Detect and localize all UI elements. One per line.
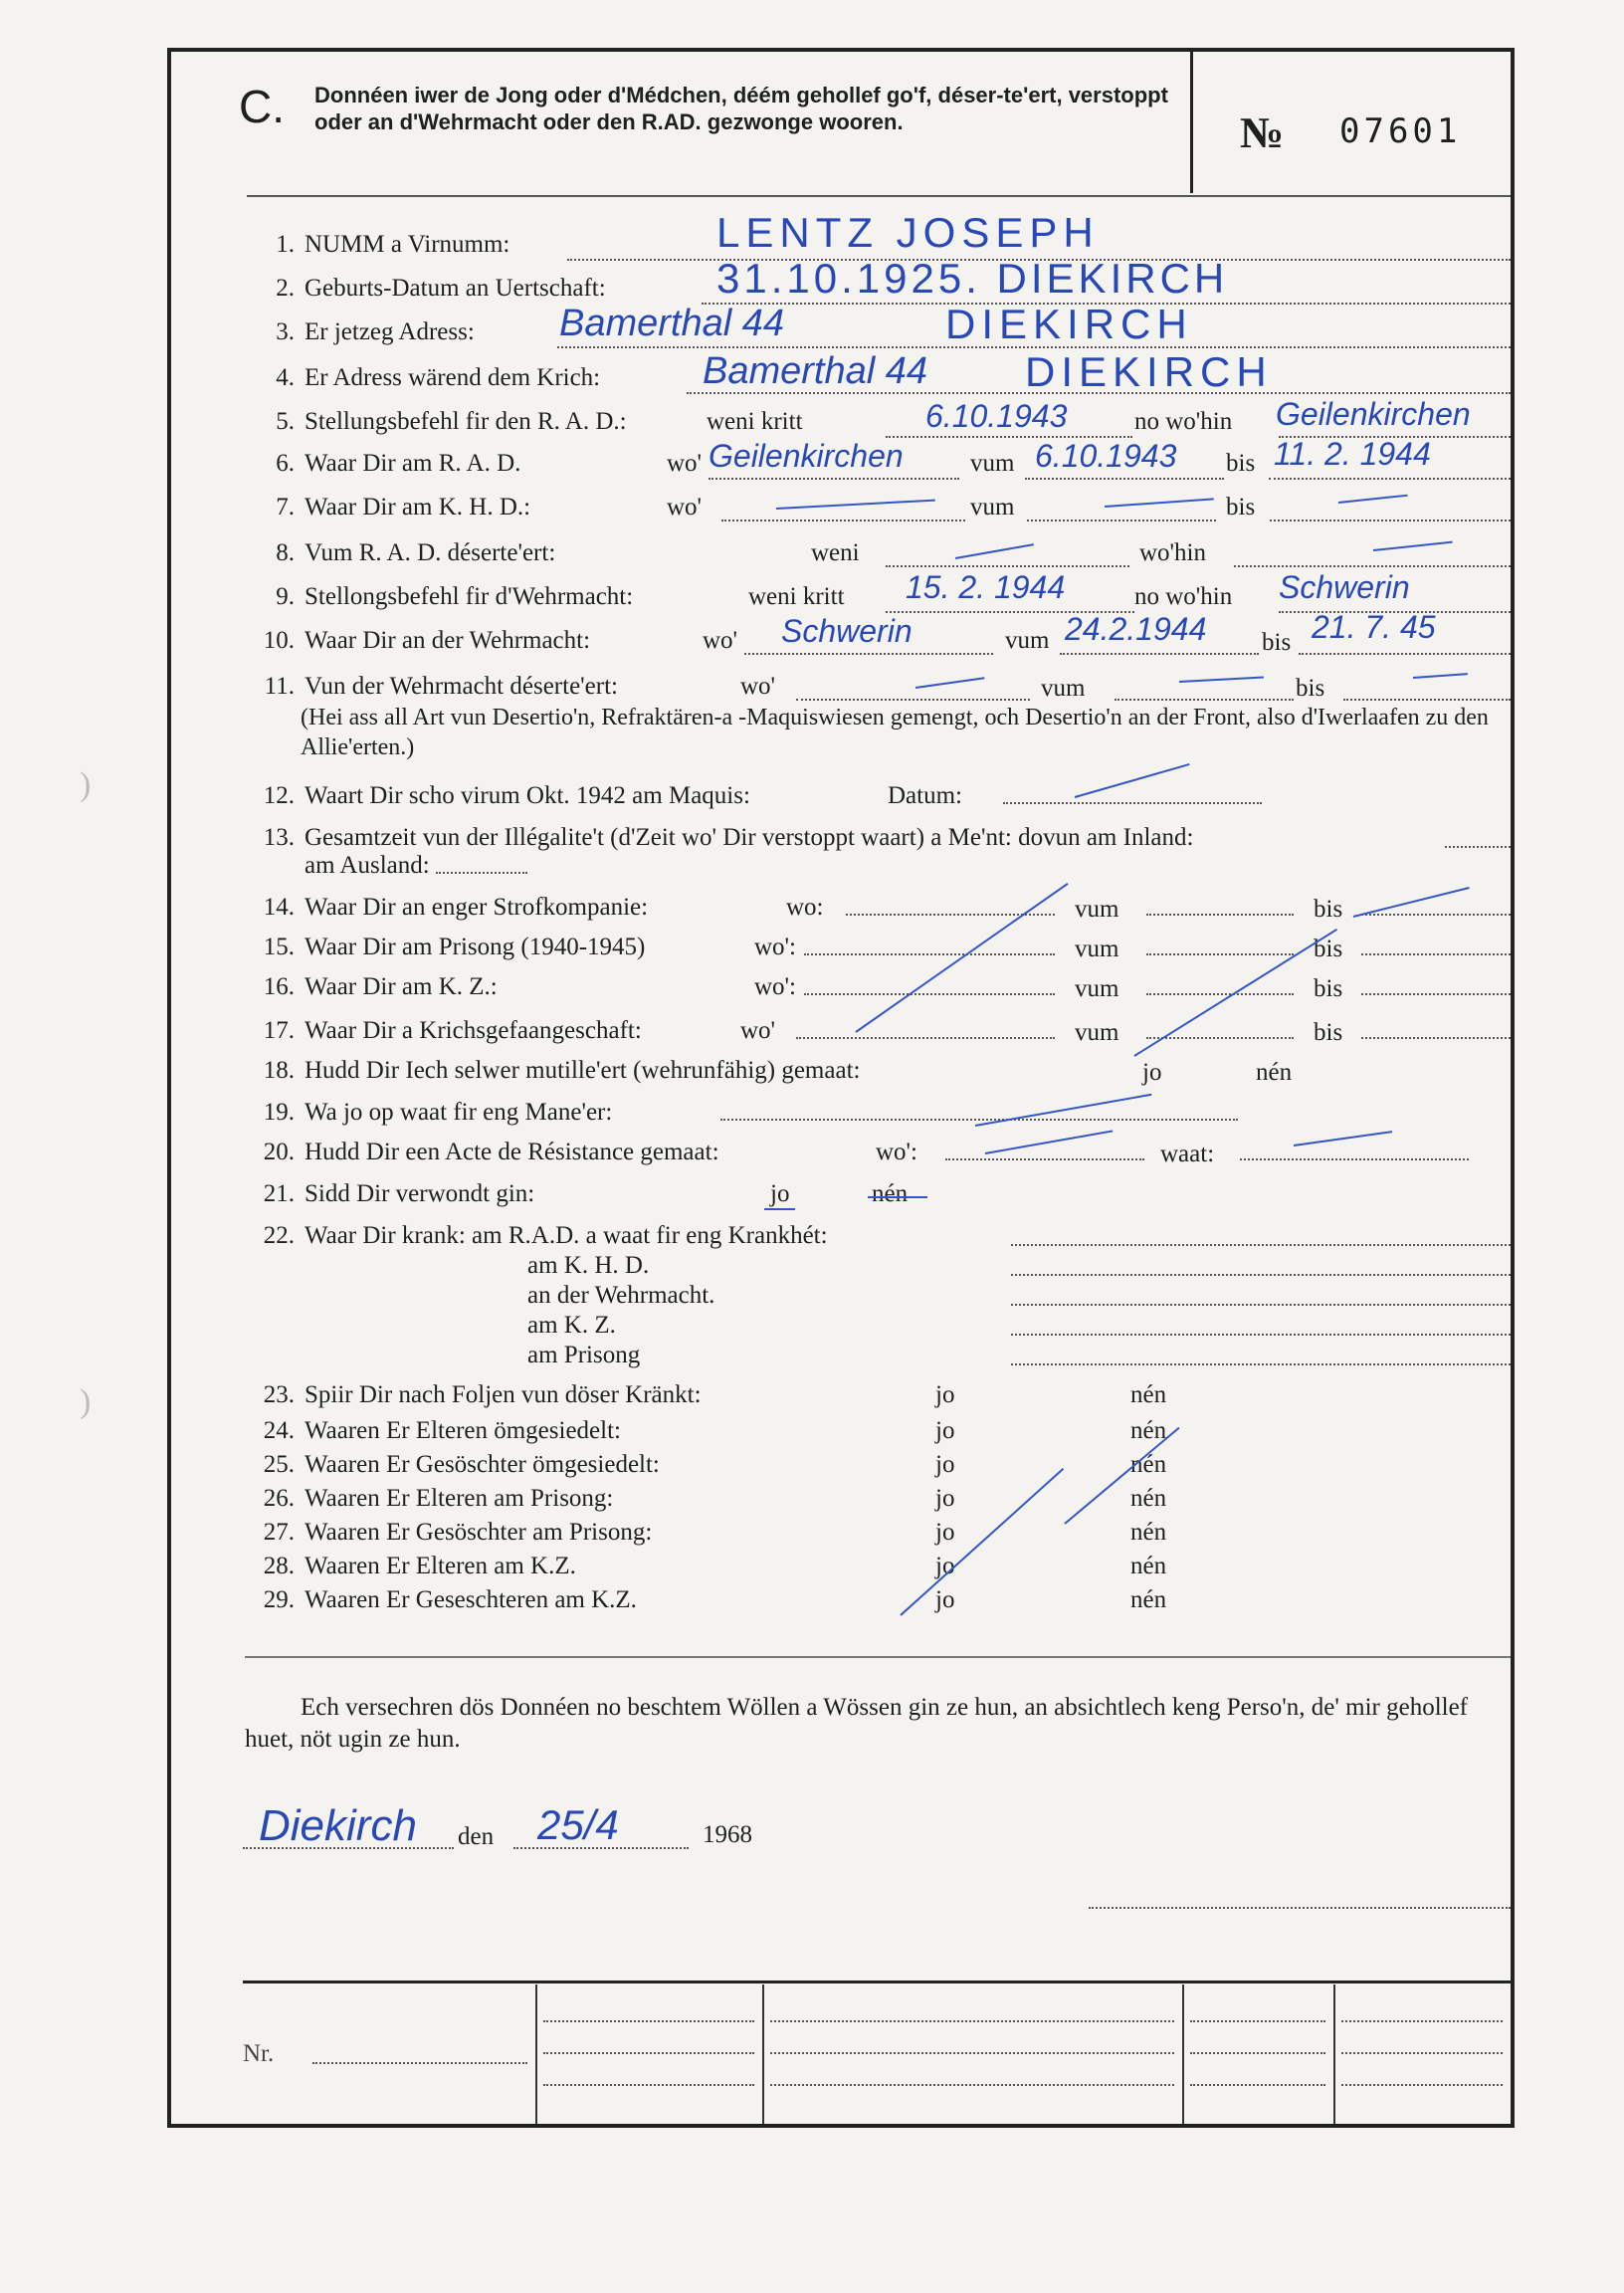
fill-line [796,699,1030,701]
row-9 [231,583,633,611]
fill-line [1361,953,1511,955]
fill-line [1011,1274,1511,1276]
row-number: 29. [263,1586,295,1613]
fill-line [1361,914,1511,916]
fill-line [1234,565,1511,567]
frame-left [167,48,171,2128]
row-10 [231,627,590,655]
signature-year: 1968 [703,1821,752,1848]
sub-khd: am K. H. D. [527,1252,650,1279]
handwritten-date-signed: 25/4 [537,1801,619,1848]
answer-nen: nén [1130,1485,1167,1512]
row-label: Waar Dir krank: am R.A.D. a waat fir eng Krankhét: [304,1222,828,1249]
row-number: 22. [263,1222,295,1249]
fill-line [804,953,1055,955]
row-label: Waaren Er Elteren am Prisong: [304,1485,614,1512]
answer-jo: jo [1142,1059,1162,1086]
row-label: Waar Dir am K. Z.: [304,973,498,1000]
answer-nen: nén [1130,1519,1167,1546]
fill-line [1146,953,1294,955]
fill-line [1146,914,1294,916]
handwritten-town: DIEKIRCH [945,301,1193,347]
fill-line [1003,802,1262,804]
answer-nen: nén [1130,1451,1167,1478]
fill-line [1269,478,1511,480]
label-wo: wo' [740,673,776,700]
handwritten-date: 21. 7. 45 [1312,609,1436,645]
fill-line [804,993,1055,995]
fill-line [1270,520,1511,521]
fill-line [744,653,993,655]
row-label: Sidd Dir verwondt gin: [304,1180,535,1207]
answer-jo: jo [935,1451,955,1478]
row-16 [231,973,498,1001]
fill-line [1341,2052,1503,2054]
row-13 [231,824,1193,852]
label-waat: waat: [1160,1141,1215,1167]
row-label: Waaren Er Gesöschter am Prisong: [304,1519,653,1546]
row-22 [231,1222,828,1250]
number-sign: № [1240,108,1285,157]
fill-line [1445,846,1511,848]
row-11 [231,673,618,701]
row-23 [231,1381,702,1409]
row-14 [231,894,648,922]
grid-top-rule [243,1980,1511,1983]
answer-nen: nén [1130,1586,1167,1613]
cancel-stroke [1105,498,1214,508]
row-number: 4. [276,364,295,391]
row-number: 17. [263,1017,295,1044]
row-number: 25. [263,1451,295,1478]
answer-jo: jo [935,1485,955,1512]
row-8 [231,539,555,567]
cancel-stroke [955,543,1034,559]
cancel-stroke [1075,763,1190,798]
row-number: 19. [263,1099,295,1126]
handwritten-date: 24.2.1944 [1065,611,1207,647]
row-number: 6. [276,450,295,477]
fill-line [436,872,527,874]
row-label: Er jetzeg Adress: [304,318,475,345]
row-label: Waar Dir a Krichsgefaangeschaft: [304,1017,642,1044]
row-12 [231,782,750,810]
handwritten-place: Geilenkirchen [1276,396,1471,432]
row-24 [231,1417,621,1445]
label-vum: vum [1075,896,1119,923]
binder-hole-mark: ) [80,766,92,803]
row-number: 20. [263,1139,295,1165]
fill-line [1341,2020,1503,2022]
frame-right [1511,48,1515,2128]
label-vum: vum [1075,975,1119,1002]
row-7 [231,494,530,521]
row-number: 23. [263,1381,295,1408]
row-number: 21. [263,1180,295,1207]
handwritten-date: 6.10.1943 [1035,438,1177,474]
fill-line [770,2052,1174,2054]
row-label: Waaren Er Geseschteren am K.Z. [304,1586,637,1613]
row-number: 27. [263,1519,295,1546]
label-wo: wo': [754,973,797,1000]
row-26 [231,1485,613,1513]
handwritten-place: Schwerin [781,613,913,649]
grid-divider [1182,1984,1184,2124]
row-number: 11. [264,673,295,700]
label-wo: wo' [667,450,703,477]
row-18 [231,1057,860,1085]
row-19 [231,1099,612,1127]
fill-line [1146,993,1294,995]
handwritten-war-town: DIEKIRCH [1025,348,1273,395]
row-label: Geburts-Datum an Uertschaft: [304,275,606,302]
label-bis: bis [1226,450,1256,477]
row-17 [231,1017,642,1045]
handwritten-place: Geilenkirchen [709,438,904,474]
row-label: Wa jo op waat fir eng Mane'er: [304,1099,613,1126]
label-bis: bis [1296,675,1325,702]
row-number: 7. [276,494,295,521]
row-27 [231,1519,652,1547]
fill-line [1190,2020,1325,2022]
fill-line [1190,2052,1325,2054]
separator-line [245,1656,1511,1658]
cancel-stroke [1338,495,1408,504]
fill-line [1011,1334,1511,1336]
row-2 [231,275,606,303]
form-intro: Donnéen iwer de Jong oder d'Médchen, déém gehollef go'f, déser-te'ert, verstoppt oder an d'Wehrmacht oder den R.AD. gezwonge wooren. [314,83,1168,134]
row-label: Waar Dir an enger Strofkompanie: [304,894,649,921]
row-number: 2. [276,275,295,302]
sub-prisong: am Prisong [527,1342,641,1368]
label-vum: vum [1041,675,1086,702]
handwritten-war-address: Bamerthal 44 [703,350,928,392]
frame-top [167,48,1515,52]
row-number: 10. [263,627,295,654]
label-no-wohin: no wo'hin [1134,583,1233,610]
label-den: den [458,1823,495,1850]
label-vum: vum [1005,627,1050,654]
row-25 [231,1451,660,1479]
cancel-stroke [776,500,935,510]
answer-jo: jo [935,1417,955,1444]
row-label: Waaren Er Elteren ömgesiedelt: [304,1417,621,1444]
row-1 [231,231,509,259]
label-weni-kritt: weni kritt [707,408,803,435]
row-6 [231,450,520,478]
serial-number: 07601 [1339,111,1462,151]
label-bis: bis [1314,896,1343,923]
row-number: 8. [276,539,295,566]
cancel-stroke [915,677,985,689]
row-number: 3. [276,318,295,345]
row-number: 12. [263,782,295,809]
answer-jo: jo [935,1553,955,1579]
row-label: Waar Dir am K. H. D.: [304,494,531,521]
answer-jo-underlined: jo [764,1180,795,1210]
cancel-stroke [1294,1131,1392,1146]
fill-line [945,1158,1144,1160]
fill-line [1343,699,1511,701]
row-number: 15. [263,934,295,960]
row-number: 28. [263,1553,295,1579]
label-datum: Datum: [888,782,962,809]
answer-jo: jo [935,1586,955,1613]
row-21 [231,1180,534,1208]
answer-nen: nén [1130,1553,1167,1579]
fill-line [1027,520,1216,521]
binder-hole-mark: ) [80,1383,92,1420]
label-wo: wo' [667,494,703,521]
frame-bottom [167,2124,1515,2128]
fill-line [1115,699,1294,701]
row-number: 16. [263,973,295,1000]
answer-nen-struck: nén [872,1180,909,1207]
label-bis: bis [1226,494,1256,521]
row-label: NUMM a Virnumm: [304,231,510,258]
row-label: Er Adress wärend dem Krich: [304,364,601,391]
answer-nen: nén [1130,1417,1167,1444]
fill-line [770,2020,1174,2022]
row-28 [231,1553,576,1580]
fill-line [886,565,1129,567]
fill-line [543,2084,754,2086]
grid-divider [535,1984,537,2124]
row-number: 9. [276,583,295,610]
answer-jo: jo [935,1519,955,1546]
row-label: Hudd Dir een Acte de Résistance gemaat: [304,1139,719,1165]
row-label: Waar Dir am Prisong (1940-1945) [304,934,646,960]
label-weni-kritt: weni kritt [748,583,845,610]
row-number: 24. [263,1417,295,1444]
cancel-stroke [1373,541,1453,551]
label-nr: Nr. [243,2040,275,2067]
label-bis: bis [1262,629,1292,656]
fill-line [1146,1037,1294,1039]
row-label: Gesamtzeit vun der Illégalite't (d'Zeit wo' Dir verstoppt waart) a Me'nt: dovun am Inland: [304,824,1194,851]
section-letter: C. [239,81,285,132]
row-label: Waar Dir an der Wehrmacht: [304,627,591,654]
row-label: Waaren Er Elteren am K.Z. [304,1553,576,1579]
sub-wehrmacht: an der Wehrmacht. [527,1282,715,1309]
fill-line [1025,478,1224,480]
row-label: Stellongsbefehl fir d'Wehrmacht: [304,583,634,610]
label-vum: vum [970,494,1015,521]
fill-line [1011,1304,1511,1306]
answer-nen: nén [1256,1059,1293,1086]
fill-line [720,1119,1238,1121]
row-number: 1. [276,231,295,258]
grid-divider [1333,1984,1335,2124]
fill-line [1011,1244,1511,1246]
row-number: 5. [276,408,295,435]
fill-line [1299,653,1511,655]
fill-line [796,1037,1055,1039]
handwritten-address: Bamerthal 44 [559,303,785,344]
handwritten-name: LENTZ JOSEPH [716,209,1100,256]
handwritten-place-signed: Diekirch [259,1801,417,1850]
row-label: Vun der Wehrmacht déserte'ert: [304,673,618,700]
row-number: 26. [263,1485,295,1512]
row-15 [231,934,645,961]
answer-jo: jo [935,1381,955,1408]
row-label: Spiir Dir nach Foljen vun döser Kränkt: [304,1381,702,1408]
row-label: Waart Dir scho virum Okt. 1942 am Maquis: [304,782,750,809]
label-wo: wo: [786,894,824,921]
label-vum: vum [1075,1019,1119,1046]
header-divider [1190,52,1193,193]
grid-divider [762,1984,764,2124]
cancel-stroke [975,1094,1152,1127]
answer-nen: nén [1130,1381,1167,1408]
handwritten-date: 11. 2. 1944 [1274,436,1431,472]
label-wo: wo': [876,1139,918,1165]
label-weni: weni [811,539,860,566]
fill-line [1240,1158,1469,1160]
fill-line [543,2020,754,2022]
cancel-stroke [1413,673,1468,679]
fill-line [1361,1037,1511,1039]
label-wohin: wo'hin [1139,539,1207,566]
cancel-stroke [1179,677,1264,683]
handwritten-birth: 31.10.1925. DIEKIRCH [716,255,1229,302]
header-rule [247,195,1511,197]
fill-line [312,2062,527,2064]
fill-line [1341,2084,1503,2086]
note-desertion: (Hei ass all Art vun Desertio'n, Refraktären-a -Maquiswiesen gemengt, och Desertio'n an der Front, also d'Iwerlaafen zu den Allie'erten.) [301,705,1489,760]
signature-line [1089,1907,1511,1909]
fill-line [543,2052,754,2054]
label-wo: wo': [754,934,797,960]
label-vum: vum [1075,936,1119,962]
fill-line [770,2084,1174,2086]
fill-line [1011,1363,1511,1365]
label-no-wohin: no wo'hin [1134,408,1233,435]
fill-line [721,520,965,521]
row-5 [231,408,627,436]
row-label: Stellungsbefehl fir den R. A. D.: [304,408,627,435]
label-vum: vum [970,450,1015,477]
row-number: 14. [263,894,295,921]
row-label: Hudd Dir Iech selwer mutille'ert (wehrunfähig) gemaat: [304,1057,861,1084]
row-3 [231,318,475,346]
fill-line [1361,993,1511,995]
fill-line [709,478,959,480]
row-number: 18. [263,1057,295,1084]
label-wo: wo' [740,1017,776,1044]
declaration-text: Ech versechren dös Donnéen no beschtem Wöllen a Wössen gin ze hun, an absichtlech keng Perso'n, de' mir gehollef huet, nöt ugin ze hun. [245,1694,1469,1753]
handwritten-date: 15. 2. 1944 [906,569,1066,605]
row-20 [231,1139,719,1166]
label-wo: wo' [703,627,738,654]
fill-line [1190,2084,1325,2086]
row-label: Waar Dir am R. A. D. [304,450,521,477]
sub-kz: am K. Z. [527,1312,616,1339]
cancel-stroke [900,1468,1064,1616]
handwritten-date: 6.10.1943 [925,398,1068,434]
label-bis: bis [1314,1019,1343,1046]
cancel-stroke [855,883,1068,1033]
handwritten-place: Schwerin [1279,569,1410,605]
row-29 [231,1586,637,1614]
row-number: 13. [263,824,295,851]
label-am-ausland: am Ausland: [304,852,430,879]
fill-line [1060,653,1259,655]
label-bis: bis [1314,936,1343,962]
row-4 [231,364,600,392]
strike-nen [868,1196,927,1198]
cancel-stroke [985,1130,1113,1154]
row-label: Waaren Er Gesöschter ömgesiedelt: [304,1451,660,1478]
row-label: Vum R. A. D. déserte'ert: [304,539,556,566]
label-bis: bis [1314,975,1343,1002]
